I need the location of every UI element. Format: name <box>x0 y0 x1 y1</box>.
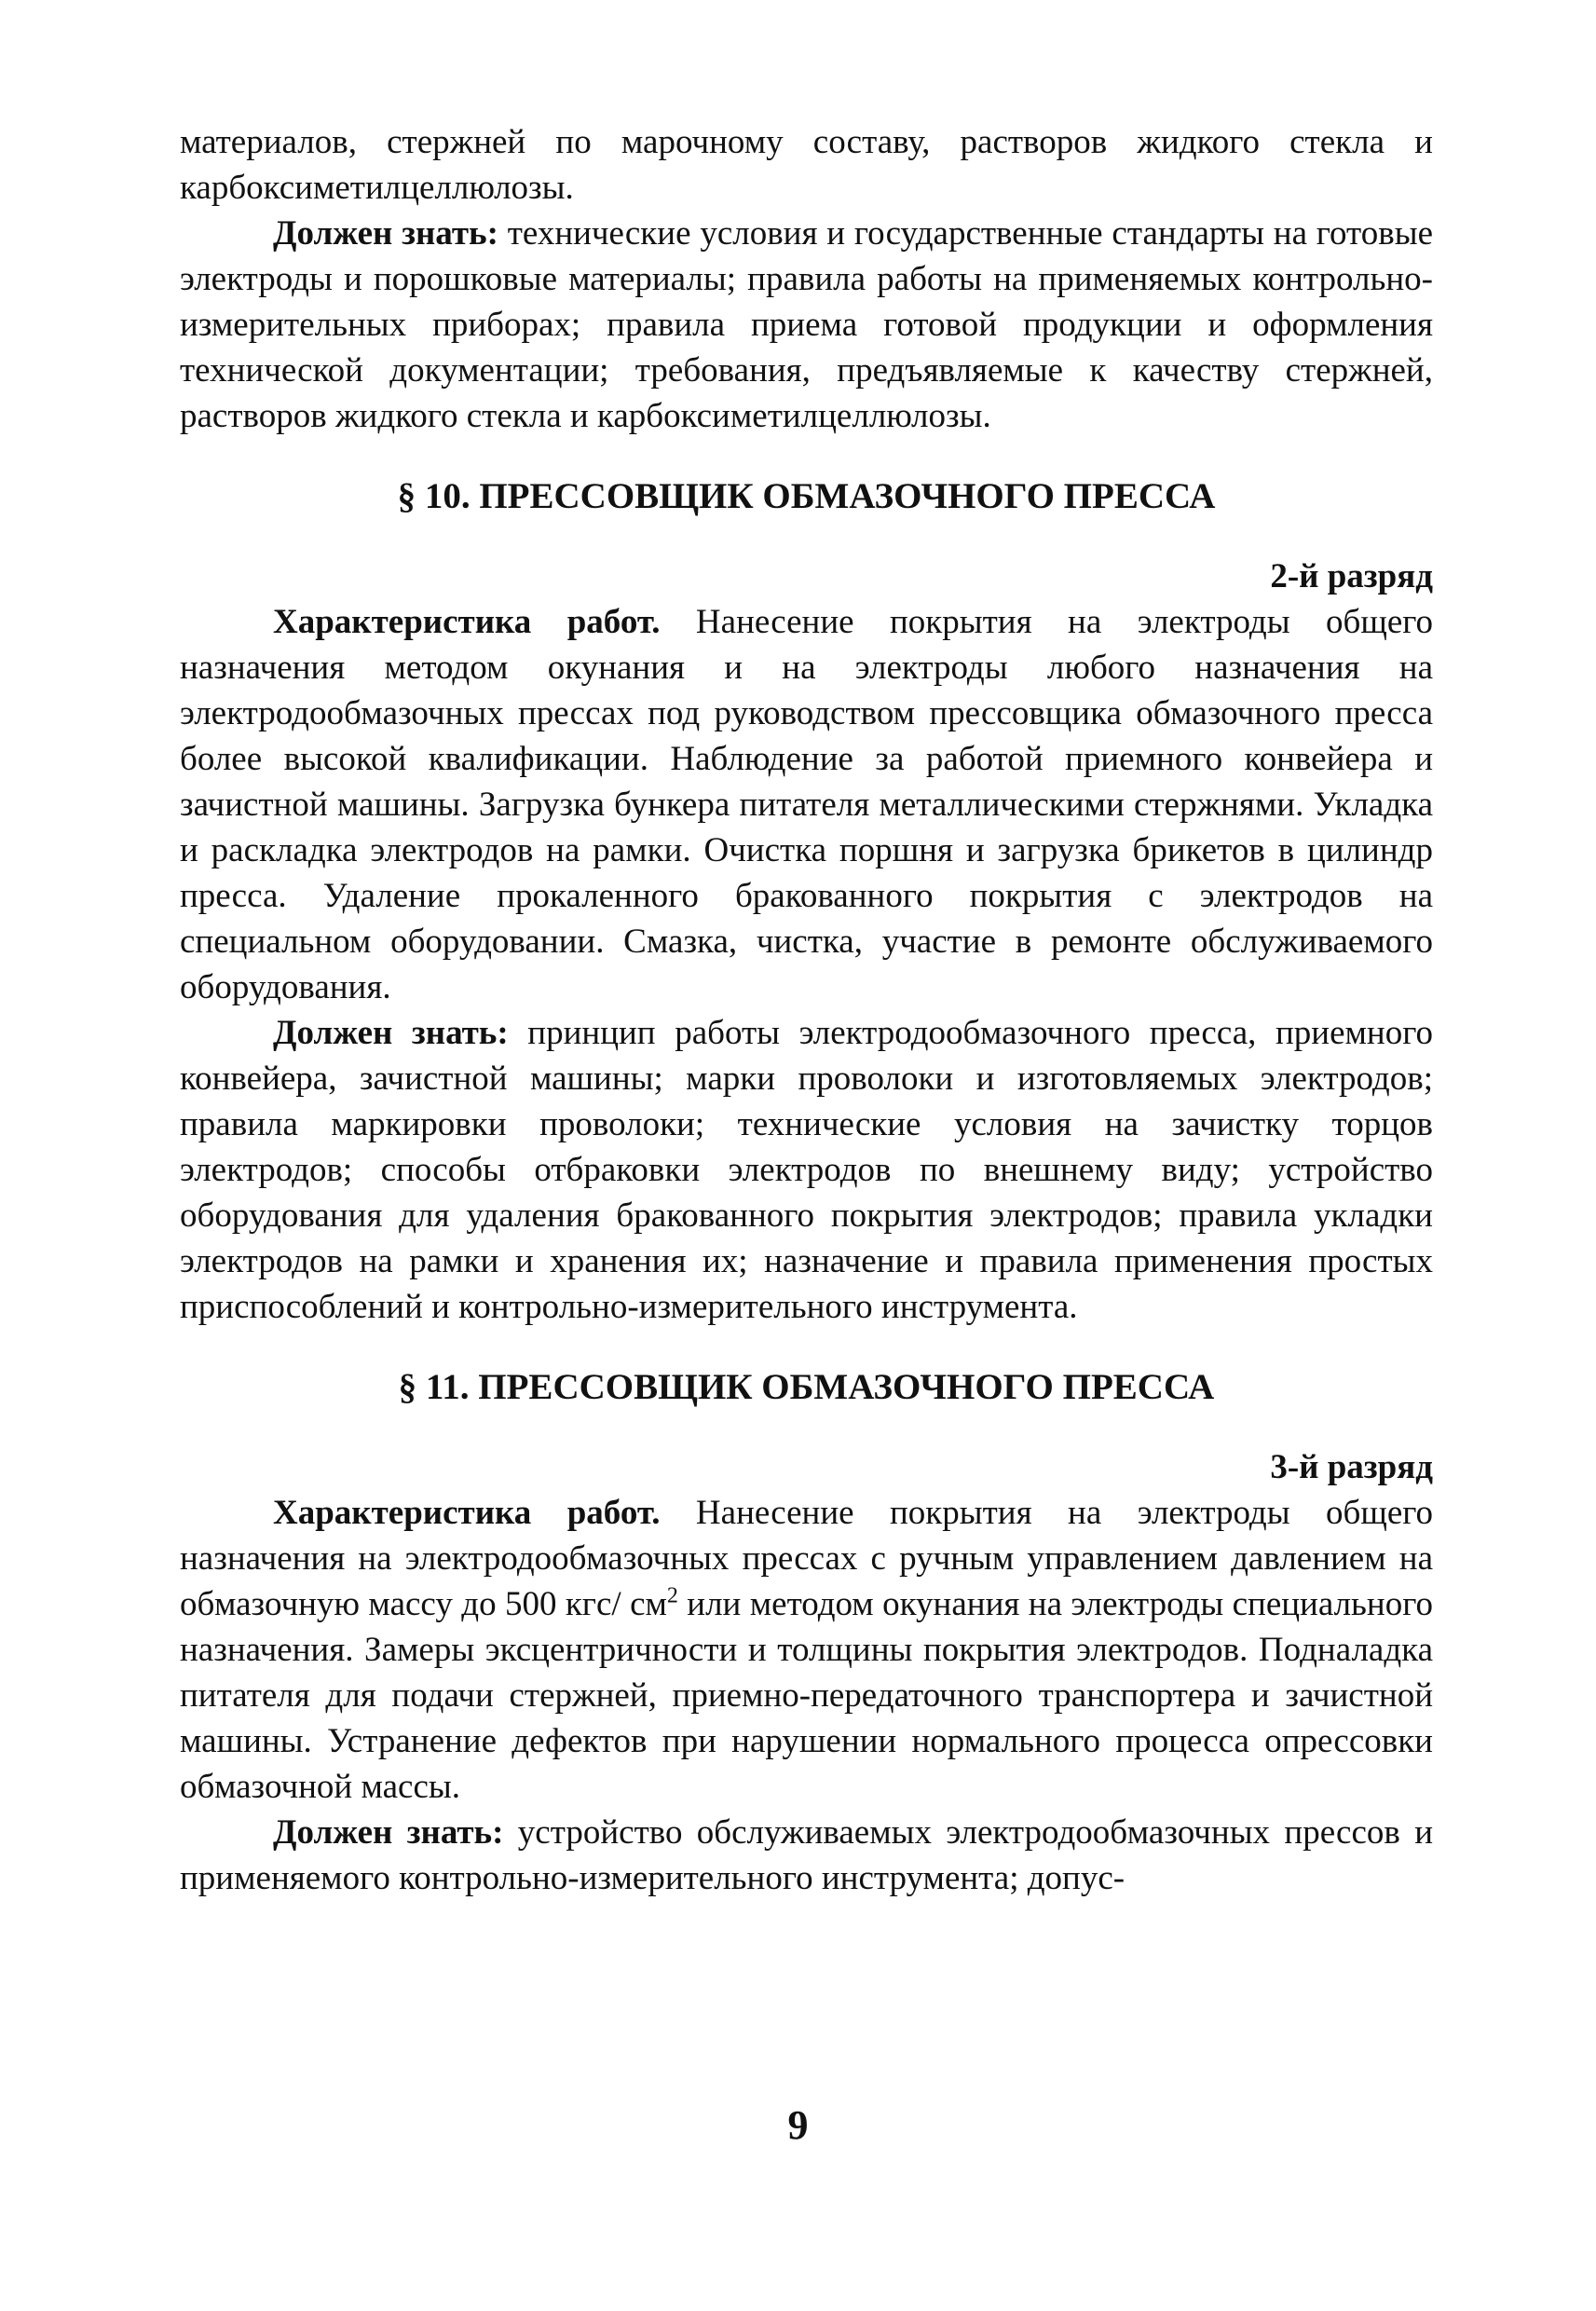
characteristics-text: Нанесение покрытия на электроды общего назначения методом окунания и на электроды любого назначения на электродообмазочных прессах под руководством прессовщика обмазочного пресса более высокой квалификации. Наблюдение за работой приемного конвейера и зачистной машины. Загрузка бункера питателя металлическими стержнями. Укладка и раскладка электродов на рамки. Очистка поршня и загрузка брикетов в цилиндр пресса. Удаление прокаленного бракованного покрытия с электродов на специальном оборудовании. Смазка, чистка, участие в ремонте обслуживаемого оборудования. <box>180 603 1433 1006</box>
document-page <box>180 119 1433 1901</box>
section-10-grade: 2-й разряд <box>1270 557 1433 595</box>
must-know-text: технические условия и государственные стандарты на готовые электроды и порошковые материалы; правила работы на применяемых контрольно-измерительных приборах; правила приема готовой продукции и оформления технической документации; требования, предъявляемые к качеству стержней, растворов жидкого стекла и карбоксиметилцеллюлозы. <box>180 214 1433 435</box>
must-know-text: устройство обслуживаемых электродообмазочных прессов и применяемого контрольно-измерительного инструмента; допус- <box>180 1813 1433 1897</box>
section-10-must-know <box>180 1010 1433 1330</box>
page-number: 9 <box>787 2102 809 2148</box>
intro-must-know-paragraph <box>180 211 1433 439</box>
intro-paragraph: материалов, стержней по марочному составу, растворов жидкого стекла и карбоксиметилцеллюлозы. <box>180 123 1433 207</box>
section-11-must-know <box>180 1810 1433 1901</box>
section-11-heading: § 11. ПРЕССОВЩИК ОБМАЗОЧНОГО ПРЕССА <box>398 1367 1215 1407</box>
must-know-label: Должен знать: <box>273 214 498 253</box>
characteristics-text-b: или методом окунания на электроды специального назначения. Замеры эксцентричности и толщины покрытия электродов. Подналадка питателя для подачи стержней, приемно-передаточного транспортера и зачистной машины. Устранение дефектов при нарушении нормального процесса опрессовки обмазочной массы. <box>180 1585 1433 1806</box>
characteristics-label: Характеристика работ. <box>273 1494 661 1532</box>
section-11-characteristics <box>180 1490 1433 1810</box>
section-10-heading: § 10. ПРЕССОВЩИК ОБМАЗОЧНОГО ПРЕССА <box>397 476 1216 516</box>
must-know-label: Должен знать: <box>273 1014 509 1052</box>
must-know-label: Должен знать: <box>273 1813 504 1852</box>
superscript: 2 <box>666 1583 678 1608</box>
must-know-text: принцип работы электродообмазочного пресса, приемного конвейера, зачистной машины; марки проволоки и изготовляемых электродов; правила маркировки проволоки; технические условия на зачистку торцов электродов; способы отбраковки электродов по внешнему виду; устройство оборудования для удаления бракованного покрытия электродов; правила укладки электродов на рамки и хранения их; назначение и правила применения простых приспособлений и контрольно-измерительного инструмента. <box>180 1014 1433 1326</box>
section-10-characteristics <box>180 599 1433 1010</box>
section-11-grade: 3-й разряд <box>1270 1448 1433 1486</box>
characteristics-text-a: Нанесение покрытия на электроды общего назначения на электродообмазочных прессах с ручным управлением давлением на обмазочную массу до 500 кгс/ см <box>180 1494 1433 1623</box>
characteristics-label: Характеристика работ. <box>273 603 661 641</box>
